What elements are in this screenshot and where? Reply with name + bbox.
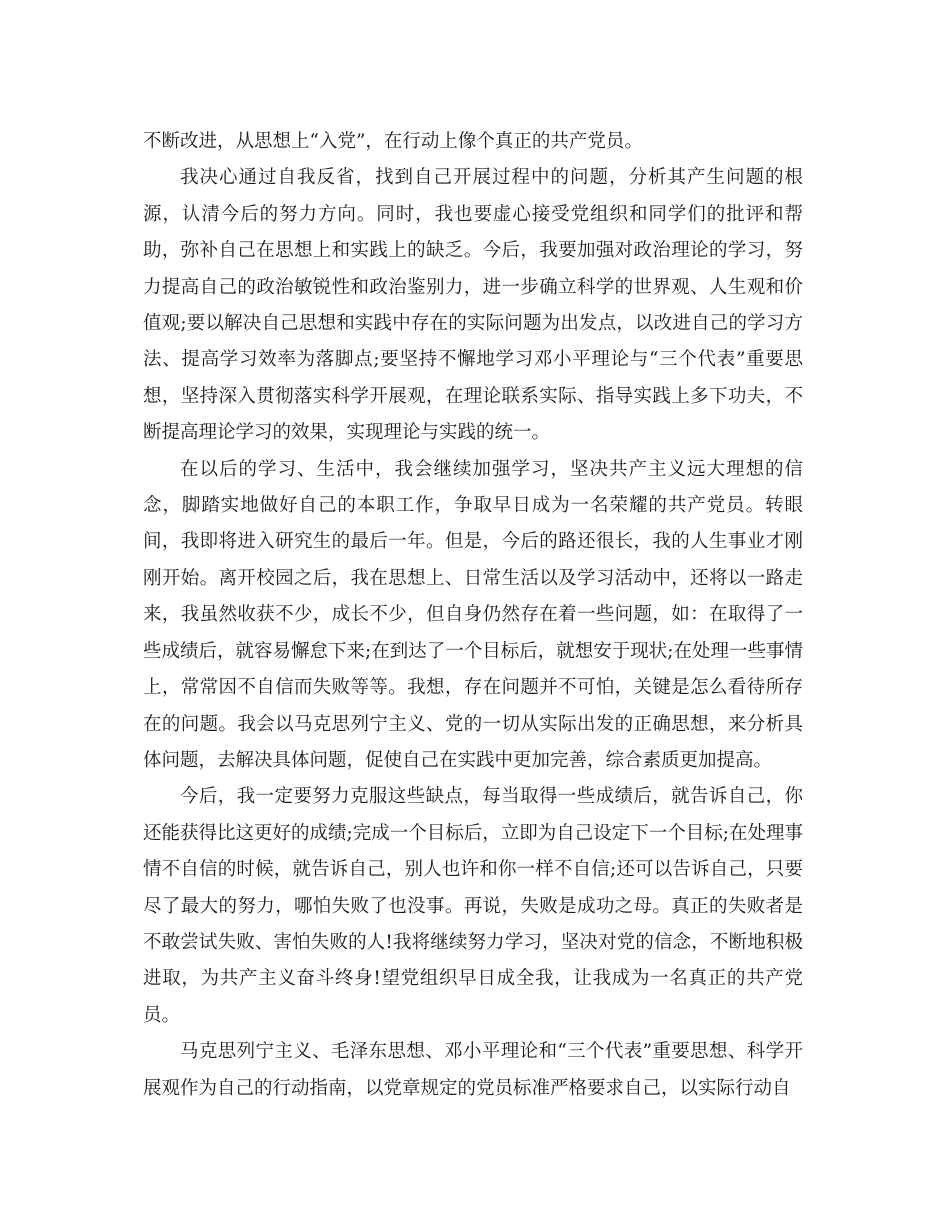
paragraph-overcome-shortcomings: 今后，我一定要努力克服这些缺点，每当取得一些成绩后，就告诉自己，你还能获得比这更好的成绩;完成一个目标后，立即为自己设定下一个目标;在处理事情不自信的时候，就告诉自己，别人也许和你一样不自信;还可以告诉自己，只要尽了最大的努力，哪怕失败了也没事。再说，失败是成功之母。真正的失败者是不敢尝试失败、害怕失败的人!我将继续努力学习，坚决对党的信念，不断地积极进取，为共产主义奋斗终身!望党组织早日成全我，让我成为一名真正的共产党员。: [143, 786, 803, 1026]
paragraph-future-study: 在以后的学习、生活中，我会继续加强学习，坚决共产主义远大理想的信念，脚踏实地做好自己的本职工作，争取早日成为一名荣耀的共产党员。转眼间，我即将进入研究生的最后一年。但是，今后的路还很长，我的人生事业才刚刚开始。离开校园之后，我在思想上、日常生活以及学习活动中，还将以一路走来，我虽然收获不少，成长不少，但自身仍然存在着一些问题，如：在取得了一些成绩后，就容易懈怠下来;在到达了一个目标后，就想安于现状;在处理一些事情上，常常因不自信而失败等等。我想，存在问题并不可怕，关键是怎么看待所存在的问题。我会以马克思列宁主义、党的一切从实际出发的正确思想，来分析具体问题，去解决具体问题，促使自己在实践中更加完善，综合素质更加提高。: [143, 458, 803, 771]
paragraph-guiding-thought: 马克思列宁主义、毛泽东思想、邓小平理论和“三个代表”重要思想、科学开展观作为自己的行动指南，以党章规定的党员标准严格要求自己，以实际行动自: [143, 1041, 803, 1099]
paragraph-self-reflection: 我决心通过自我反省，找到自己开展过程中的问题，分析其产生问题的根源，认清今后的努力方向。同时，我也要虚心接受党组织和同学们的批评和帮助，弥补自己在思想上和实践上的缺乏。今后，我要加强对政治理论的学习，努力提高自己的政治敏锐性和政治鉴别力，进一步确立科学的世界观、人生观和价值观;要以解决自己思想和实践中存在的实际问题为出发点，以改进自己的学习方法、提高学习效率为落脚点;要坚持不懈地学习邓小平理论与“三个代表”重要思想，坚持深入贯彻落实科学开展观，在理论联系实际、指导实践上多下功夫，不断提高理论学习的效果，实现理论与实践的统一。: [143, 167, 803, 444]
paragraph-continuation: 不断改进，从思想上“入党”，在行动上像个真正的共产党员。: [143, 131, 643, 152]
document-body: [143, 124, 803, 1107]
